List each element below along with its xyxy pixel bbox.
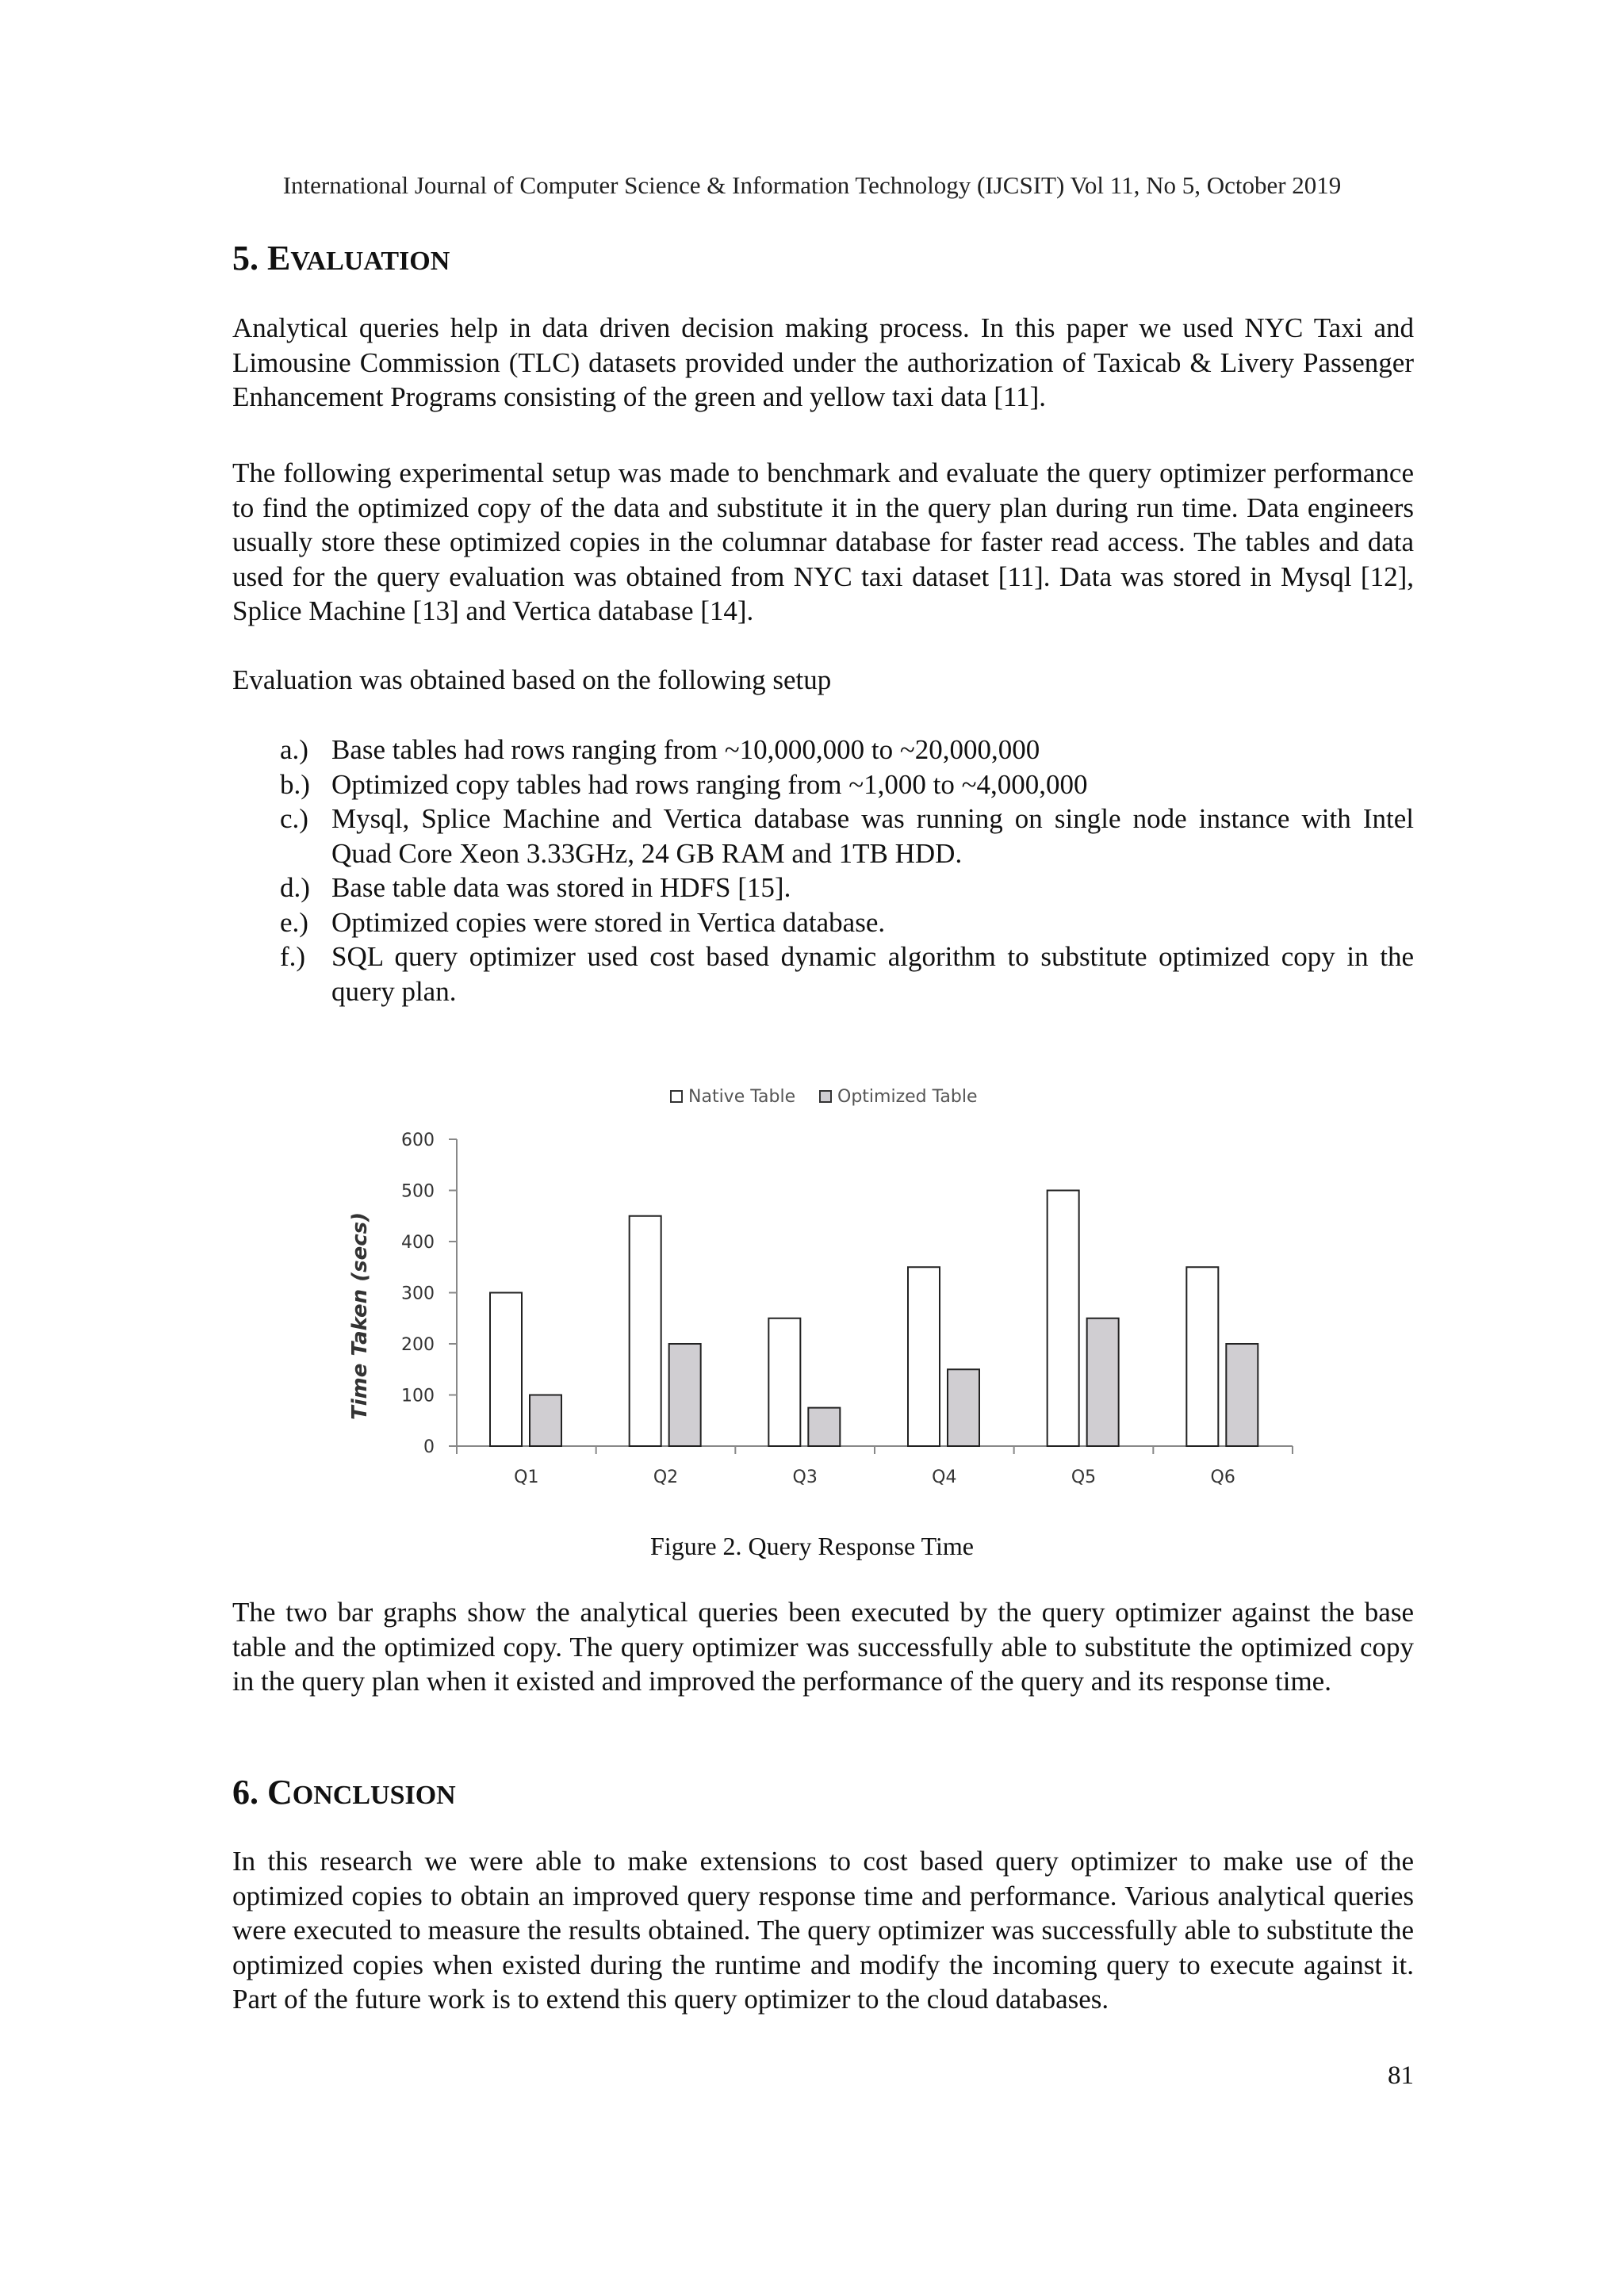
bar-optimized-q6 xyxy=(1226,1344,1258,1446)
bar-native-q6 xyxy=(1186,1267,1218,1446)
y-tick-label: 0 xyxy=(423,1437,435,1457)
x-tick-label: Q3 xyxy=(792,1468,818,1487)
section-title-rest: ONCLUSION xyxy=(292,1781,456,1810)
bar-optimized-q5 xyxy=(1087,1318,1119,1446)
y-tick-label: 100 xyxy=(401,1386,435,1406)
list-marker: a.) xyxy=(280,734,308,765)
page-number: 81 xyxy=(1388,2061,1414,2090)
y-tick-label: 500 xyxy=(401,1181,435,1202)
section-title-initial: C xyxy=(267,1773,293,1812)
x-tick-label: Q6 xyxy=(1210,1468,1235,1487)
running-header: International Journal of Computer Science & Information Technology (IJCSIT) Vol 11, No 5, October 2019 xyxy=(282,171,1342,199)
section-number: 6. xyxy=(232,1773,259,1812)
y-axis-label: Time Taken (secs) xyxy=(348,1212,372,1420)
bar-optimized-q3 xyxy=(808,1408,840,1446)
x-tick-label: Q2 xyxy=(653,1468,679,1487)
paragraph-setup-intro: Evaluation was obtained based on the following setup xyxy=(232,664,832,695)
list-text: Mysql, Splice Machine and Vertica database was running on single node instance with Intel Quad Core Xeon 3.33GHz, 24 GB RAM and 1TB HDD. xyxy=(331,803,1414,869)
y-tick-label: 400 xyxy=(401,1233,435,1253)
legend-label: Native Table xyxy=(688,1087,796,1107)
legend-swatch xyxy=(820,1091,831,1102)
list-text: Base tables had rows ranging from ~10,000,000 to ~20,000,000 xyxy=(331,734,1040,765)
bar-optimized-q4 xyxy=(948,1369,979,1446)
bar-optimized-q1 xyxy=(530,1395,561,1447)
list-marker: f.) xyxy=(280,941,306,972)
bar-native-q4 xyxy=(908,1267,940,1446)
y-tick-label: 300 xyxy=(401,1284,435,1304)
bar-native-q3 xyxy=(768,1318,800,1446)
chart-legend xyxy=(671,1087,978,1107)
bar-native-q2 xyxy=(630,1216,661,1446)
bar-native-q1 xyxy=(490,1293,522,1447)
chart-bars xyxy=(490,1191,1258,1447)
x-tick-label: Q4 xyxy=(932,1468,957,1487)
paragraph-dataset: Analytical queries help in data driven decision making process. In this paper we used NYC Taxi and Limousine Commission (TLC) datasets provided under the authorization of Taxicab & Livery Passenger Enhancement Programs consisting of the green and yellow taxi data [11]. xyxy=(232,312,1414,412)
legend-label: Optimized Table xyxy=(837,1087,978,1107)
list-text: Optimized copies were stored in Vertica database. xyxy=(331,906,886,938)
list-text: SQL query optimizer used cost based dynamic algorithm to substitute optimized copy in the query plan. xyxy=(331,941,1414,1007)
list-marker: b.) xyxy=(280,768,310,800)
x-tick-label: Q5 xyxy=(1071,1468,1097,1487)
y-tick-label: 600 xyxy=(401,1131,435,1150)
section-heading-conclusion xyxy=(232,1772,456,1812)
figure-caption: Figure 2. Query Response Time xyxy=(650,1532,974,1560)
legend-swatch xyxy=(671,1091,682,1102)
list-marker: e.) xyxy=(280,906,308,938)
y-tick-label: 200 xyxy=(401,1335,435,1355)
bar-native-q5 xyxy=(1048,1191,1079,1447)
paragraph-conclusion: In this research we were able to make extensions to cost based query optimizer to make use of the optimized copies to obtain an improved query response time and performance. Various analytical queries were executed to measure the results obtained. The query optimizer was successfully able to substitute the optimized copies when existed during the runtime and modify the incoming query to execute against it. Part of the future work is to extend this query optimizer to the cloud databases. xyxy=(232,1846,1414,2015)
section-number: 5. xyxy=(232,239,259,277)
x-tick-label: Q1 xyxy=(514,1468,539,1487)
paragraph-results: The two bar graphs show the analytical queries been executed by the query optimizer against the base table and the optimized copy. The query optimizer was successfully able to substitute the optimized copy in the query plan when it existed and improved the performance of the query and its response time. xyxy=(232,1597,1414,1697)
list-marker: d.) xyxy=(280,872,310,903)
section-title-initial: E xyxy=(267,239,291,277)
bar-optimized-q2 xyxy=(669,1344,701,1446)
list-text: Optimized copy tables had rows ranging from ~1,000 to ~4,000,000 xyxy=(331,768,1088,800)
paragraph-setup: The following experimental setup was made to benchmark and evaluate the query optimizer performance to find the optimized copy of the data and substitute it in the query plan during run time. Data engineers usually store these optimized copies in the columnar database for faster read access. The tables and data used for the query evaluation was obtained from NYC taxi dataset [11]. Data was stored in Mysql [12], Splice Machine [13] and Vertica database [14]. xyxy=(232,457,1414,626)
section-title-rest: VALUATION xyxy=(290,247,450,276)
list-text: Base table data was stored in HDFS [15]. xyxy=(331,872,791,903)
list-marker: c.) xyxy=(280,803,308,834)
